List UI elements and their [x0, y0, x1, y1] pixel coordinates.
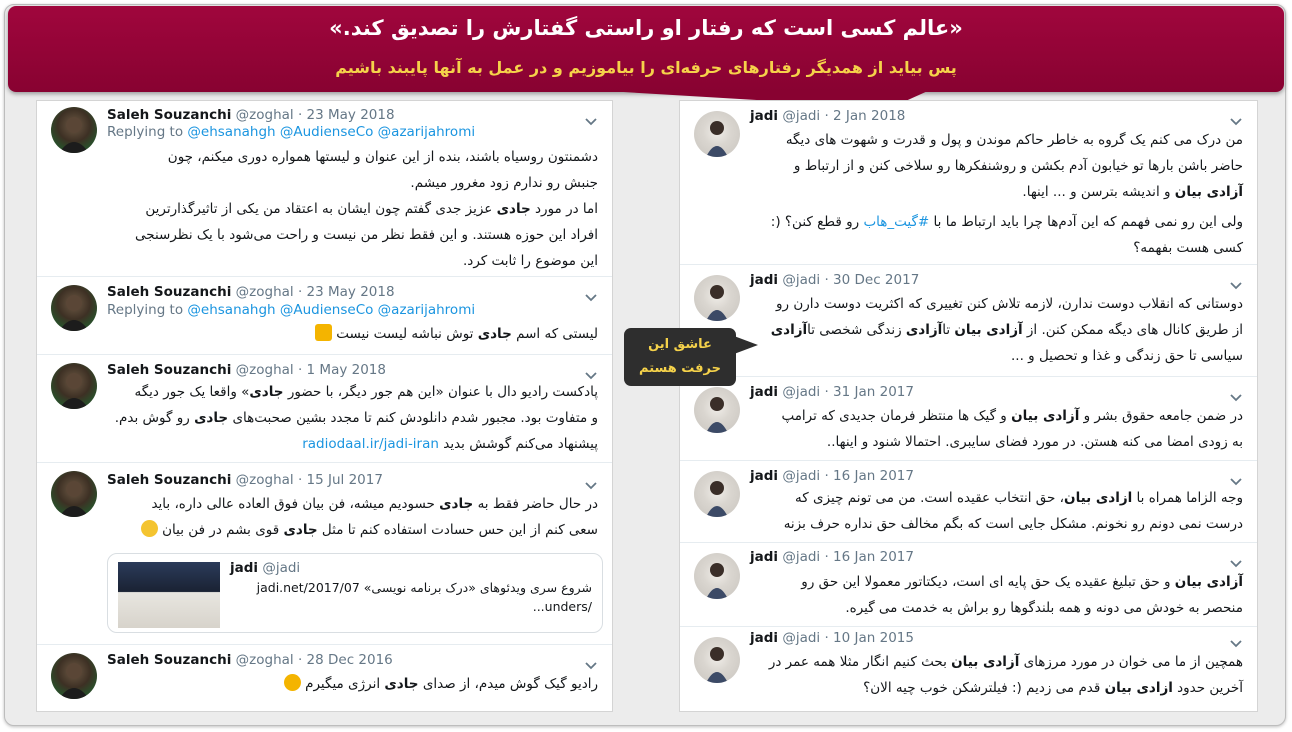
tweet-text: [97, 321, 598, 347]
tweet-line: منحصر به خودش می دونه و همه بلندگوها رو براش به خدمت می گیره.: [845, 600, 1243, 616]
thumbs-down-emoji: [315, 324, 332, 341]
tweet-text: [97, 491, 598, 543]
tweet[interactable]: [680, 377, 1257, 461]
highlight-freedom: آزادی: [770, 322, 808, 338]
text-span: عزیز جدی گفتم چون ایشان به اعتقاد من یکی از تاثیرگذارترین: [145, 201, 493, 217]
card-line: شروع سری ویدئوهای «درک برنامه نویسی» jadi.net/2017/07: [256, 580, 592, 595]
tweet-line: [742, 317, 1243, 343]
tweet-header: [750, 468, 1245, 484]
card-text: [230, 578, 592, 616]
tweet-text: [742, 127, 1243, 261]
tweet-line: [742, 569, 1243, 595]
text-span: اما در مورد: [535, 201, 598, 217]
tweet-header: [107, 362, 600, 378]
tweet-date[interactable]: · 2 Jan 2018: [824, 108, 906, 124]
tweet-header: [750, 108, 1245, 124]
chevron-down-icon[interactable]: [584, 117, 598, 127]
avatar[interactable]: [694, 553, 740, 599]
tweet-text: [742, 569, 1243, 621]
highlight-jadi: جادی: [249, 384, 284, 400]
person-icon: [694, 111, 740, 157]
tweet-line: [742, 485, 1243, 511]
author-name[interactable]: jadi: [750, 384, 779, 400]
tweet-line: حاضر باشن بارها تو خیابون آدم بکشن و روشنفکرها رو سلاخی کنن و از ارتباط و: [793, 158, 1243, 174]
tweet-header: [750, 630, 1245, 646]
tweet[interactable]: [37, 355, 612, 463]
text-span: قدم می زدیم (: فیلترشکن خوب چیه الان؟: [863, 680, 1101, 696]
person-icon: [51, 107, 97, 153]
text-span: و گیک ها منتظر فرمان جدیدی که ترامپ: [781, 408, 1007, 424]
author-name[interactable]: Saleh Souzanchi: [107, 107, 232, 123]
text-span: در حال حاضر فقط به: [477, 496, 598, 512]
avatar[interactable]: [694, 387, 740, 433]
tweet-date[interactable]: · 16 Jan 2017: [824, 468, 914, 484]
tweet-line: دوستانی که انقلاب دوست ندارن، لازمه تلاش کنن تغییری که اکثریت دوست دارن رو: [776, 296, 1243, 312]
author-name[interactable]: jadi: [750, 549, 779, 565]
tweet-header: [107, 284, 600, 300]
highlight-freedom: آزادی بیان: [1174, 184, 1243, 200]
tweet-date[interactable]: · 16 Jan 2017: [824, 549, 914, 565]
tweet[interactable]: [37, 645, 612, 713]
tweet[interactable]: [680, 265, 1257, 377]
tweet-line: [97, 491, 598, 517]
tweet[interactable]: [680, 627, 1257, 713]
highlight-jadi: جادی: [283, 522, 318, 538]
tweet-text: [742, 485, 1243, 537]
avatar[interactable]: [694, 637, 740, 683]
tweet-line: [742, 209, 1243, 235]
text-span: رو گوش بدم.: [114, 410, 190, 426]
tweet-header: [107, 652, 600, 668]
tweet-text: [742, 649, 1243, 701]
right-timeline: [679, 100, 1258, 712]
avatar[interactable]: [51, 471, 97, 517]
hashtag-link[interactable]: #گیت_هاب: [863, 214, 930, 230]
quote-banner: [8, 6, 1284, 92]
tweet-line: [97, 196, 598, 222]
highlight-freedom: آزادی بیان: [1011, 408, 1080, 424]
text-span: از طریق کانال های دیگه ممکن کنن. از: [1026, 322, 1243, 338]
tweet-line: دشمنتون روسیاه باشند، بنده از این عنوان و لیستها همواره دوری میکنم، چون: [167, 149, 598, 165]
tweet-date[interactable]: · 1 May 2018: [297, 362, 386, 378]
author-handle[interactable]: @jadi: [782, 108, 821, 124]
author-handle[interactable]: @jadi: [782, 630, 821, 646]
text-span: سعی کنم از این حس حسادت استفاده کنم تا مثل: [321, 522, 598, 538]
chevron-down-icon[interactable]: [584, 481, 598, 491]
tweet-text: [97, 144, 598, 274]
replying-to: [107, 124, 475, 140]
person-icon: [51, 471, 97, 517]
text-span: و حق تبلیغ عقیده یک حق پایه ای است، دیکتاتور معمولا این حق رو: [801, 574, 1171, 590]
author-handle[interactable]: @jadi: [782, 549, 821, 565]
author-handle[interactable]: @zoghal: [235, 652, 294, 668]
person-icon: [694, 471, 740, 517]
tweet-header: [107, 107, 600, 123]
tweet-line: جنبش رو ندارم زود مغرور میشم.: [410, 175, 598, 191]
tweet[interactable]: [680, 543, 1257, 627]
text-span: پادکست رادیو دال با عنوان «این هم جور دیگر، با حضور: [287, 384, 598, 400]
card-header: [230, 560, 300, 576]
tweet-text: [742, 291, 1243, 369]
text-span: تا: [942, 322, 951, 338]
highlight-jadi: جادی: [496, 201, 531, 217]
tweet-header: [750, 549, 1245, 565]
author-name[interactable]: Saleh Souzanchi: [107, 652, 232, 668]
author-handle[interactable]: @zoghal: [235, 362, 294, 378]
highlight-freedom: آزادی: [905, 322, 943, 338]
text-span: رادیو گیک گوش میدم، از صدای: [422, 676, 598, 692]
card-author-name: jadi: [230, 560, 259, 576]
person-icon: [694, 637, 740, 683]
author-handle[interactable]: @jadi: [782, 384, 821, 400]
highlight-jadi: جادی: [477, 326, 512, 342]
avatar[interactable]: [694, 111, 740, 157]
author-handle[interactable]: @zoghal: [235, 284, 294, 300]
tweet-line: درست نمی دونم رو نخونم. مشکل جایی است که بگم مخالف حق نداره حرف بزنه: [783, 516, 1243, 532]
left-timeline: [36, 100, 613, 712]
author-name[interactable]: Saleh Souzanchi: [107, 472, 232, 488]
tweet-line: من درک می کنم یک گروه به خاطر حاکم موندن و پول و قدرت و شهوت های دیگه: [785, 132, 1243, 148]
heart-eyes-emoji: [284, 674, 301, 691]
tweet-text: [742, 403, 1243, 455]
person-icon: [694, 553, 740, 599]
shocked-face-emoji: [141, 520, 158, 537]
chevron-down-icon[interactable]: [584, 661, 598, 671]
tweet-text: [97, 379, 598, 457]
highlight-freedom: آزادی بیان: [954, 322, 1023, 338]
chevron-down-icon[interactable]: [584, 293, 598, 303]
chevron-down-icon[interactable]: [1229, 639, 1243, 649]
text-span: ولی این رو نمی فهمم که این آدم‌ها چرا باید ارتباط ما با: [933, 214, 1243, 230]
tweet-line: [742, 179, 1243, 205]
chevron-down-icon[interactable]: [1229, 559, 1243, 569]
tweet-line: [742, 675, 1243, 701]
tweet-date[interactable]: · 15 Jul 2017: [297, 472, 383, 488]
author-name[interactable]: Saleh Souzanchi: [107, 284, 232, 300]
video-thumbnail[interactable]: [118, 562, 220, 628]
avatar[interactable]: [694, 275, 740, 321]
banner-subtitle: پس بیاید از همدیگر رفتارهای حرفه‌ای را بیاموزیم و در عمل به آنها پایبند باشیم: [335, 58, 957, 77]
callout-line: عاشق این: [648, 337, 712, 352]
callout-pointer: [734, 336, 758, 354]
tweet-line: [742, 649, 1243, 675]
reply-handles[interactable]: @ehsanahgh @AudienseCo @azarijahromi: [187, 124, 476, 140]
tweet-line: [97, 321, 598, 347]
author-handle[interactable]: @jadi: [782, 468, 821, 484]
text-span: انرژی میگیرم: [305, 676, 381, 692]
highlight-freedom: ازادی بیان: [1104, 680, 1173, 696]
author-name[interactable]: jadi: [750, 468, 779, 484]
tweet-date[interactable]: · 30 Dec 2017: [824, 272, 920, 288]
tweet[interactable]: [37, 101, 612, 277]
tweet-line: [97, 379, 598, 405]
card-line: /unders...: [532, 599, 592, 614]
avatar[interactable]: [51, 363, 97, 409]
text-span: پیشنهاد می‌کنم گوشش بدید: [443, 436, 598, 452]
card-author-handle: @jadi: [262, 560, 301, 576]
tweet-header: [750, 384, 1245, 400]
tweet-date[interactable]: · 10 Jan 2015: [824, 630, 914, 646]
text-span: در ضمن جامعه حقوق بشر و: [1083, 408, 1243, 424]
author-handle[interactable]: @jadi: [782, 272, 821, 288]
tweet-date[interactable]: · 23 May 2018: [297, 284, 395, 300]
text-span: زندگی شخصی تا: [807, 322, 902, 338]
reply-handles[interactable]: @ehsanahgh @AudienseCo @azarijahromi: [187, 302, 476, 318]
text-span: و اندیشه بترسن و ... اینها.: [1022, 184, 1171, 200]
tweet-header: [107, 472, 600, 488]
tweet[interactable]: [680, 101, 1257, 265]
tweet[interactable]: [680, 461, 1257, 543]
replying-to: [107, 302, 475, 318]
person-icon: [694, 387, 740, 433]
tweet-line: [97, 671, 598, 697]
highlight-freedom: آزادی بیان: [951, 654, 1020, 670]
text-span: وجه الزاما همراه با: [1136, 490, 1243, 506]
quoted-tweet-card[interactable]: [107, 553, 603, 633]
tweet-line: افراد این حوزه هستند. و این فقط نظر من نیست و راحت می‌شود با یک نظرسنجی: [134, 227, 598, 243]
banner-title: «عالم کسی است که رفتار او راستی گفتارش را تصدیق کند.»: [329, 16, 963, 40]
person-icon: [51, 653, 97, 699]
text-span: همچین از ما می خوان در مورد مرزهای: [1023, 654, 1243, 670]
text-span: قوی بشم در فن بیان: [162, 522, 280, 538]
highlight-freedom: آزادی بیان: [1174, 574, 1243, 590]
author-name[interactable]: jadi: [750, 630, 779, 646]
person-icon: [51, 363, 97, 409]
tweet-line: [742, 403, 1243, 429]
person-icon: [694, 275, 740, 321]
replying-label: Replying to: [107, 124, 184, 140]
highlight-jadi: جادی: [439, 496, 474, 512]
tweet-line: سیاسی تا حق زندگی و غذا و تحصیل و ...: [1010, 348, 1243, 364]
tweet-header: [750, 272, 1245, 288]
tweet-line: [97, 517, 598, 543]
highlight-freedom: ازادی بیان: [1064, 490, 1133, 506]
tweet-date[interactable]: · 31 Jan 2017: [824, 384, 914, 400]
text-span: » واقعا یک جور دیگه: [134, 384, 250, 400]
text-span: رو قطع کنن؟ (:: [770, 214, 860, 230]
text-span: توش نباشه لیست نیست: [336, 326, 474, 342]
highlight-jadi: جادی: [384, 676, 419, 692]
tweet[interactable]: [37, 463, 612, 645]
text-span: ، حق انتخاب عقیده است. من می تونم چیزی که: [795, 490, 1065, 506]
text-span: لیستی که اسم: [516, 326, 598, 342]
tweet[interactable]: [37, 277, 612, 355]
author-name[interactable]: jadi: [750, 108, 779, 124]
author-name[interactable]: jadi: [750, 272, 779, 288]
avatar[interactable]: [51, 107, 97, 153]
avatar[interactable]: [51, 285, 97, 331]
tweet-date[interactable]: · 28 Dec 2016: [297, 652, 393, 668]
text-span: آخرین حدود: [1177, 680, 1243, 696]
replying-label: Replying to: [107, 302, 184, 318]
chevron-down-icon[interactable]: [1229, 117, 1243, 127]
avatar[interactable]: [51, 653, 97, 699]
tweet-line: [97, 431, 598, 457]
tweet-line: کسی هست بفهمه؟: [1133, 240, 1243, 256]
tweet-text: [97, 671, 598, 697]
tweet-line: این موضوع را ثابت کرد.: [463, 253, 598, 269]
callout-line: حرفت هستم: [639, 361, 721, 376]
tweet-date[interactable]: · 23 May 2018: [297, 107, 395, 123]
highlight-jadi: جادی: [194, 410, 229, 426]
author-handle[interactable]: @zoghal: [235, 107, 294, 123]
chevron-down-icon[interactable]: [1229, 281, 1243, 291]
tweet-line: [97, 405, 598, 431]
avatar[interactable]: [694, 471, 740, 517]
radiodaal-link[interactable]: radiodaal.ir/jadi-iran: [302, 436, 439, 452]
text-span: بحث کنیم انگار مثلا همه عمر در: [768, 654, 947, 670]
tweet-line: به زودی امضا می کنه هستن. در مورد فضای سایبری. احتمالا شنود و اینها..: [826, 434, 1243, 450]
callout-bubble: [624, 328, 736, 386]
text-span: حسودیم میشه، فن بیان فوق العاده عالی داره، باید: [151, 496, 435, 512]
author-handle[interactable]: @zoghal: [235, 472, 294, 488]
text-span: و متفاوت بود. مجبور شدم دانلودش کنم تا مجدد بشین صحبت‌های: [232, 410, 598, 426]
chevron-down-icon[interactable]: [1229, 393, 1243, 403]
person-icon: [51, 285, 97, 331]
author-name[interactable]: Saleh Souzanchi: [107, 362, 232, 378]
